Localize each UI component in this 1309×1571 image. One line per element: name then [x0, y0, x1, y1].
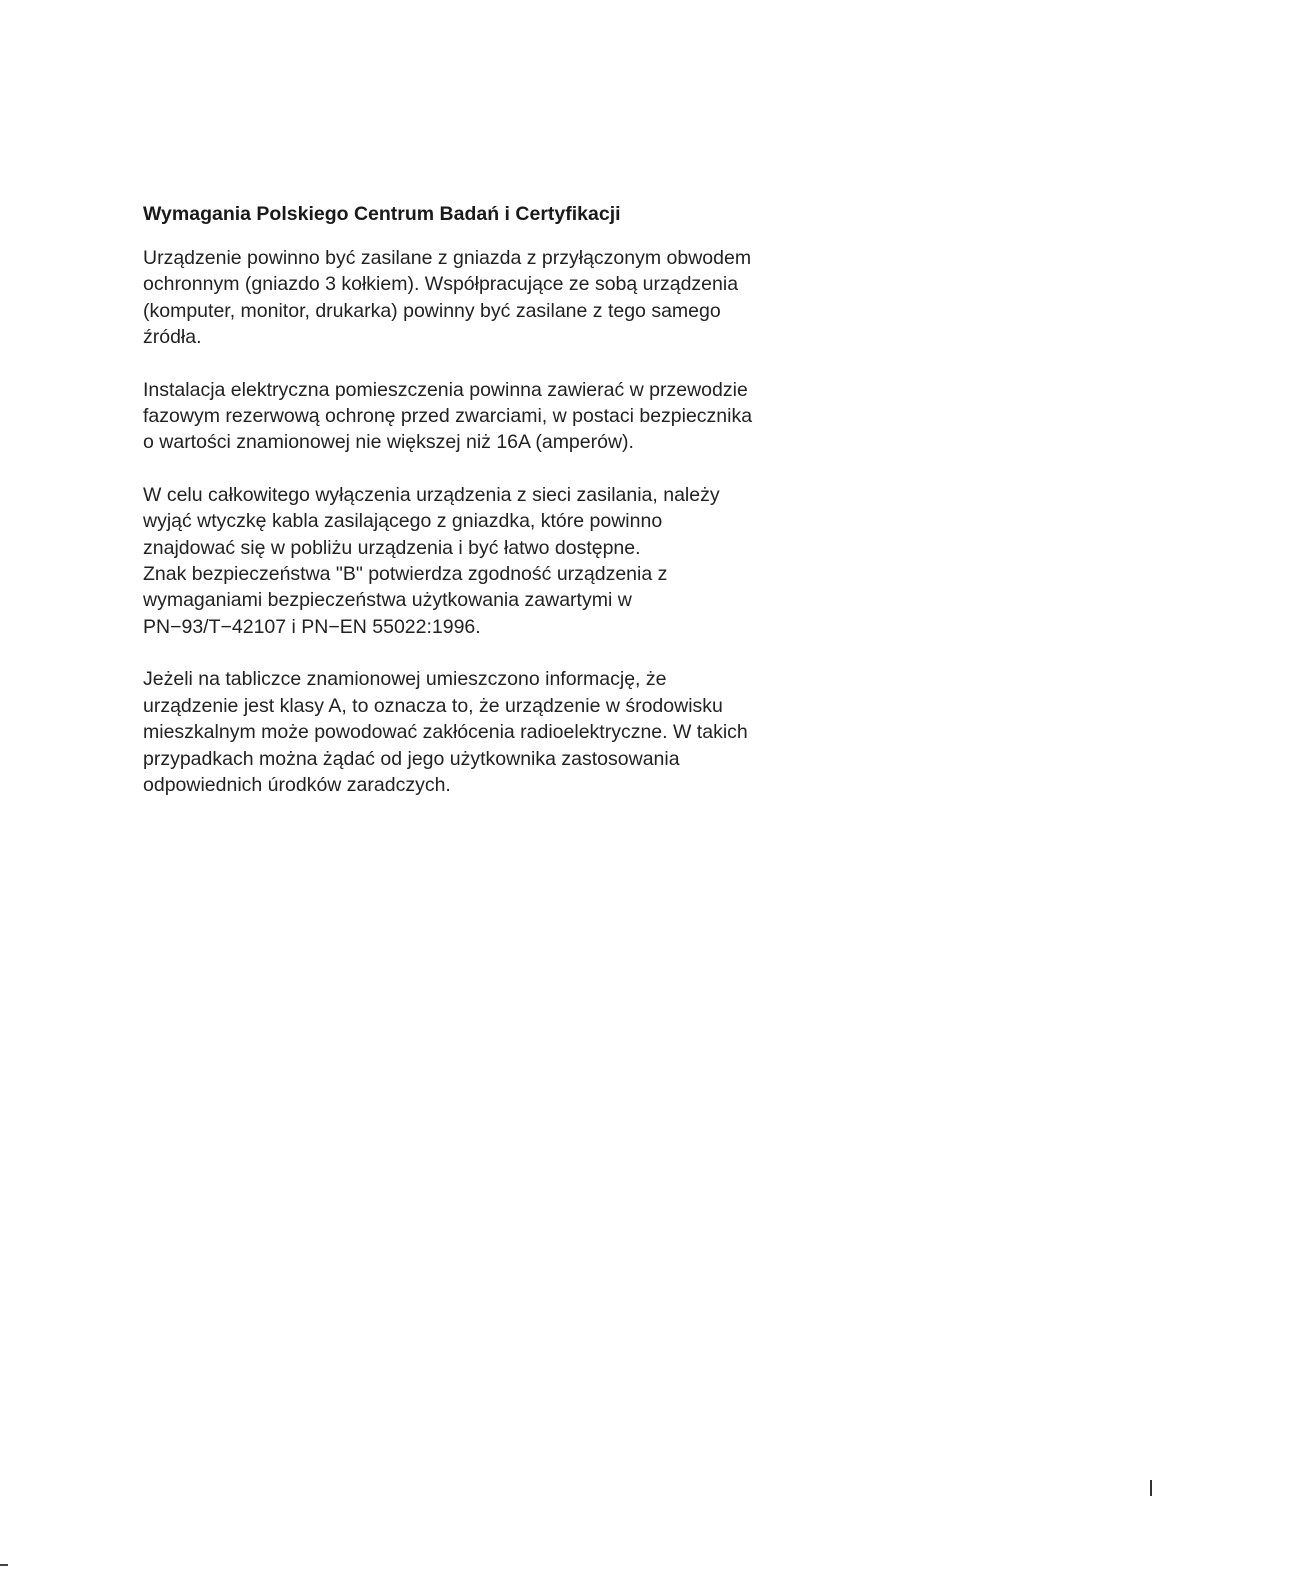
text-line: fazowym rezerwową ochronę przed zwarciami, w postaci bezpiecznika [143, 405, 753, 428]
text-line: wymaganiami bezpieczeństwa użytkowania zawartymi w [143, 589, 632, 612]
text-line: mieszkalnym może powodować zakłócenia radioelektryczne. W takich [143, 721, 748, 744]
text-line: przypadkach można żądać od jego użytkownika zastosowania [143, 747, 680, 770]
paragraph-disconnection [143, 482, 843, 640]
text-line: urządzenie jest klasy A, to oznacza to, że urządzenie w środowisku [143, 694, 723, 717]
text-line: źródła. [143, 326, 202, 349]
text-line: odpowiednich úrodków zaradczych. [143, 773, 451, 796]
text-line: o wartości znamionowej nie większej niż 16A (amperów). [143, 431, 634, 454]
text-line: W celu całkowitego wyłączenia urządzenia z sieci zasilania, należy [143, 483, 720, 506]
text-line: ochronnym (gniazdo 3 kołkiem). Współpracujące ze sobą urządzenia [143, 273, 739, 296]
text-line: Instalacja elektryczna pomieszczenia powinna zawierać w przewodzie [143, 378, 748, 401]
text-line: Urządzenie powinno być zasilane z gniazda z przyłączonym obwodem [143, 247, 752, 269]
paragraph-class-a [143, 666, 843, 798]
paragraph-electrical-installation [143, 377, 843, 456]
text-line: (komputer, monitor, drukarka) powinny być zasilane z tego samego [143, 299, 721, 322]
text-line: wyjąć wtyczkę kabla zasilającego z gniazdka, które powinno [143, 510, 663, 533]
corner-crop-mark [0, 1564, 8, 1566]
text-line: PN−93/T−42107 i PN−EN 55022:1996. [143, 615, 481, 638]
page-edge-marker [1150, 1480, 1152, 1496]
text-line: Jeżeli na tabliczce znamionowej umieszczono informację, że [143, 668, 667, 691]
document-body [143, 200, 843, 824]
text-line: Znak bezpieczeństwa "B" potwierdza zgodność urządzenia z [143, 563, 668, 586]
section-heading: Wymagania Polskiego Centrum Badań i Certyfikacji [143, 203, 621, 225]
text-line: znajdować się w pobliżu urządzenia i być łatwo dostępne. [143, 536, 641, 559]
paragraph-power-supply [143, 245, 843, 351]
